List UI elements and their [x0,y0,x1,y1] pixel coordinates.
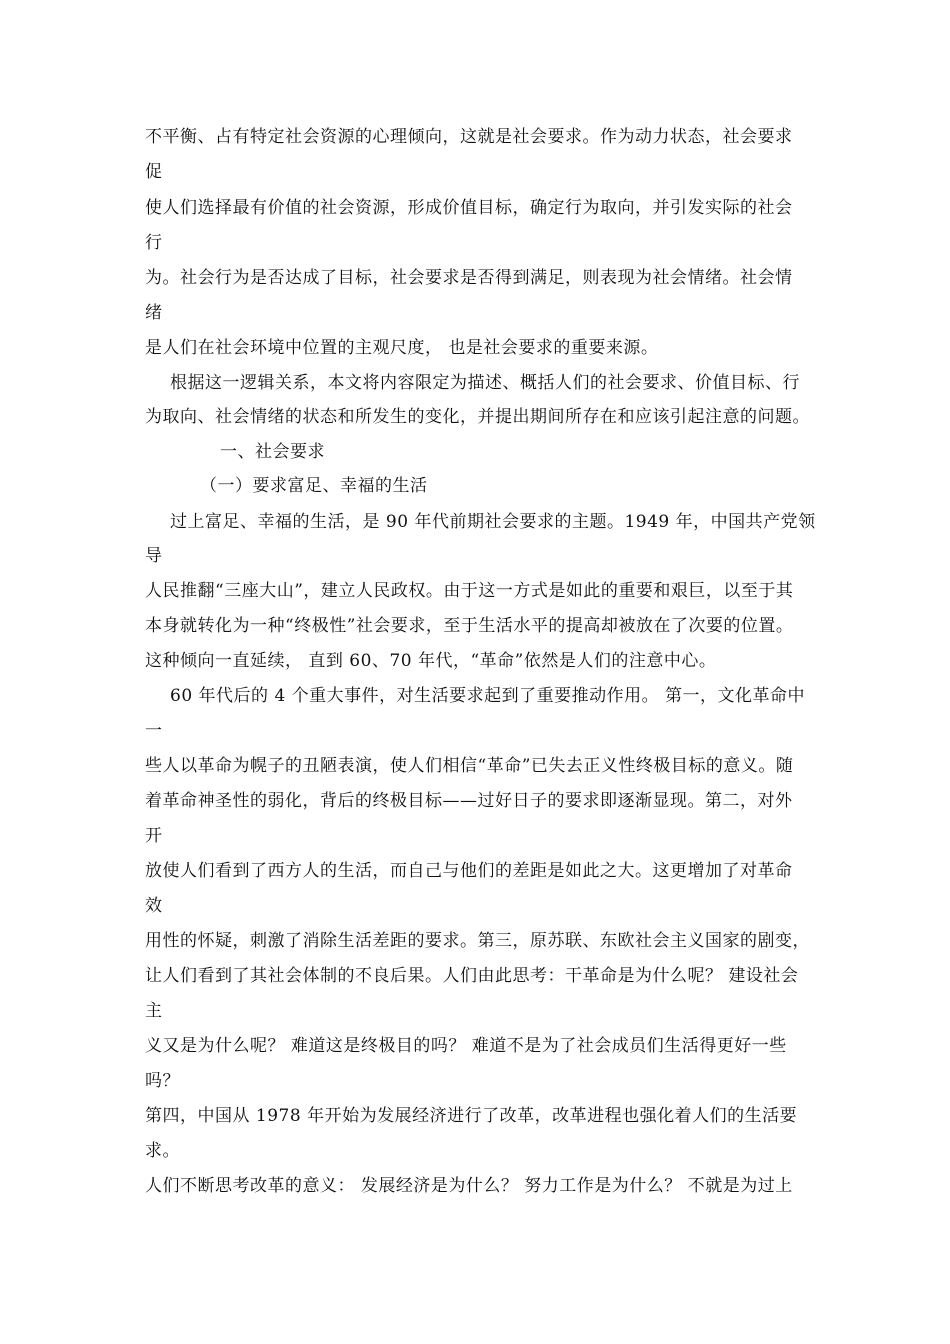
text-line: 义又是为什么呢？ 难道这是终极目的吗？ 难道不是为了社会成员们生活得更好一些 [145,1036,787,1056]
text-line: 促 [145,162,163,182]
text-line: 为。社会行为是否达成了目标，社会要求是否得到满足，则表现为社会情绪。社会情 [145,268,793,288]
text-line: 效 [145,896,163,916]
text-line: 导 [145,546,163,566]
subsection-heading: （一）要求富足、幸福的生活 [200,476,428,496]
text-line: 主 [145,1001,163,1021]
paragraph-start: 60 年代后的 4 个重大事件，对生活要求起到了重要推动作用。 第一，文化革命中 [170,686,806,706]
paragraph-start: 根据这一逻辑关系，本文将内容限定为描述、概括人们的社会要求、价值目标、行 [170,373,800,393]
text-line: 是人们在社会环境中位置的主观尺度， 也是社会要求的重要来源。 [145,338,659,358]
text-line: 第四，中国从 1978 年开始为发展经济进行了改革，改革进程也强化着人们的生活要 [145,1106,798,1126]
text-line: 一 [145,721,163,741]
section-heading: 一、社会要求 [220,442,325,462]
text-line: 着革命神圣性的弱化，背后的终极目标——过好日子的要求即逐渐显现。第二，对外 [145,791,793,811]
text-line: 开 [145,826,163,846]
text-line: 为取向、社会情绪的状态和所发生的变化，并提出期间所存在和应该引起注意的问题。 [145,407,810,427]
text-line: 放使人们看到了西方人的生活，而自己与他们的差距是如此之大。这更增加了对革命 [145,861,793,881]
text-line: 吗？ [145,1071,180,1091]
text-line: 让人们看到了其社会体制的不良后果。人们由此思考：干革命是为什么呢？ 建设社会 [145,966,799,986]
text-line: 人民推翻“三座大山”，建立人民政权。由于这一方式是如此的重要和艰巨，以至于其 [145,581,794,601]
text-line: 本身就转化为一种“终极性”社会要求，至于生活水平的提高却被放在了次要的位置。 [145,616,794,636]
text-line: 用性的怀疑，刺激了消除生活差距的要求。第三，原苏联、东欧社会主义国家的剧变， [145,931,810,951]
text-line: 行 [145,233,163,253]
text-line: 不平衡、占有特定社会资源的心理倾向，这就是社会要求。作为动力状态，社会要求 [145,127,793,147]
text-line: 使人们选择最有价值的社会资源，形成价值目标，确定行为取向，并引发实际的社会 [145,198,793,218]
text-line: 求。 [145,1141,180,1161]
text-line: 这种倾向一直延续， 直到 60、70 年代，“革命”依然是人们的注意中心。 [145,651,717,671]
text-line: 些人以革命为幌子的丑陋表演，使人们相信“革命”已失去正义性终极目标的意义。随 [145,756,794,776]
text-line: 绪 [145,303,163,323]
text-line: 人们不断思考改革的意义： 发展经济是为什么？ 努力工作是为什么？ 不就是为过上 [145,1176,793,1196]
paragraph-start: 过上富足、幸福的生活，是 90 年代前期社会要求的主题。1949 年，中国共产党领 [170,512,816,532]
